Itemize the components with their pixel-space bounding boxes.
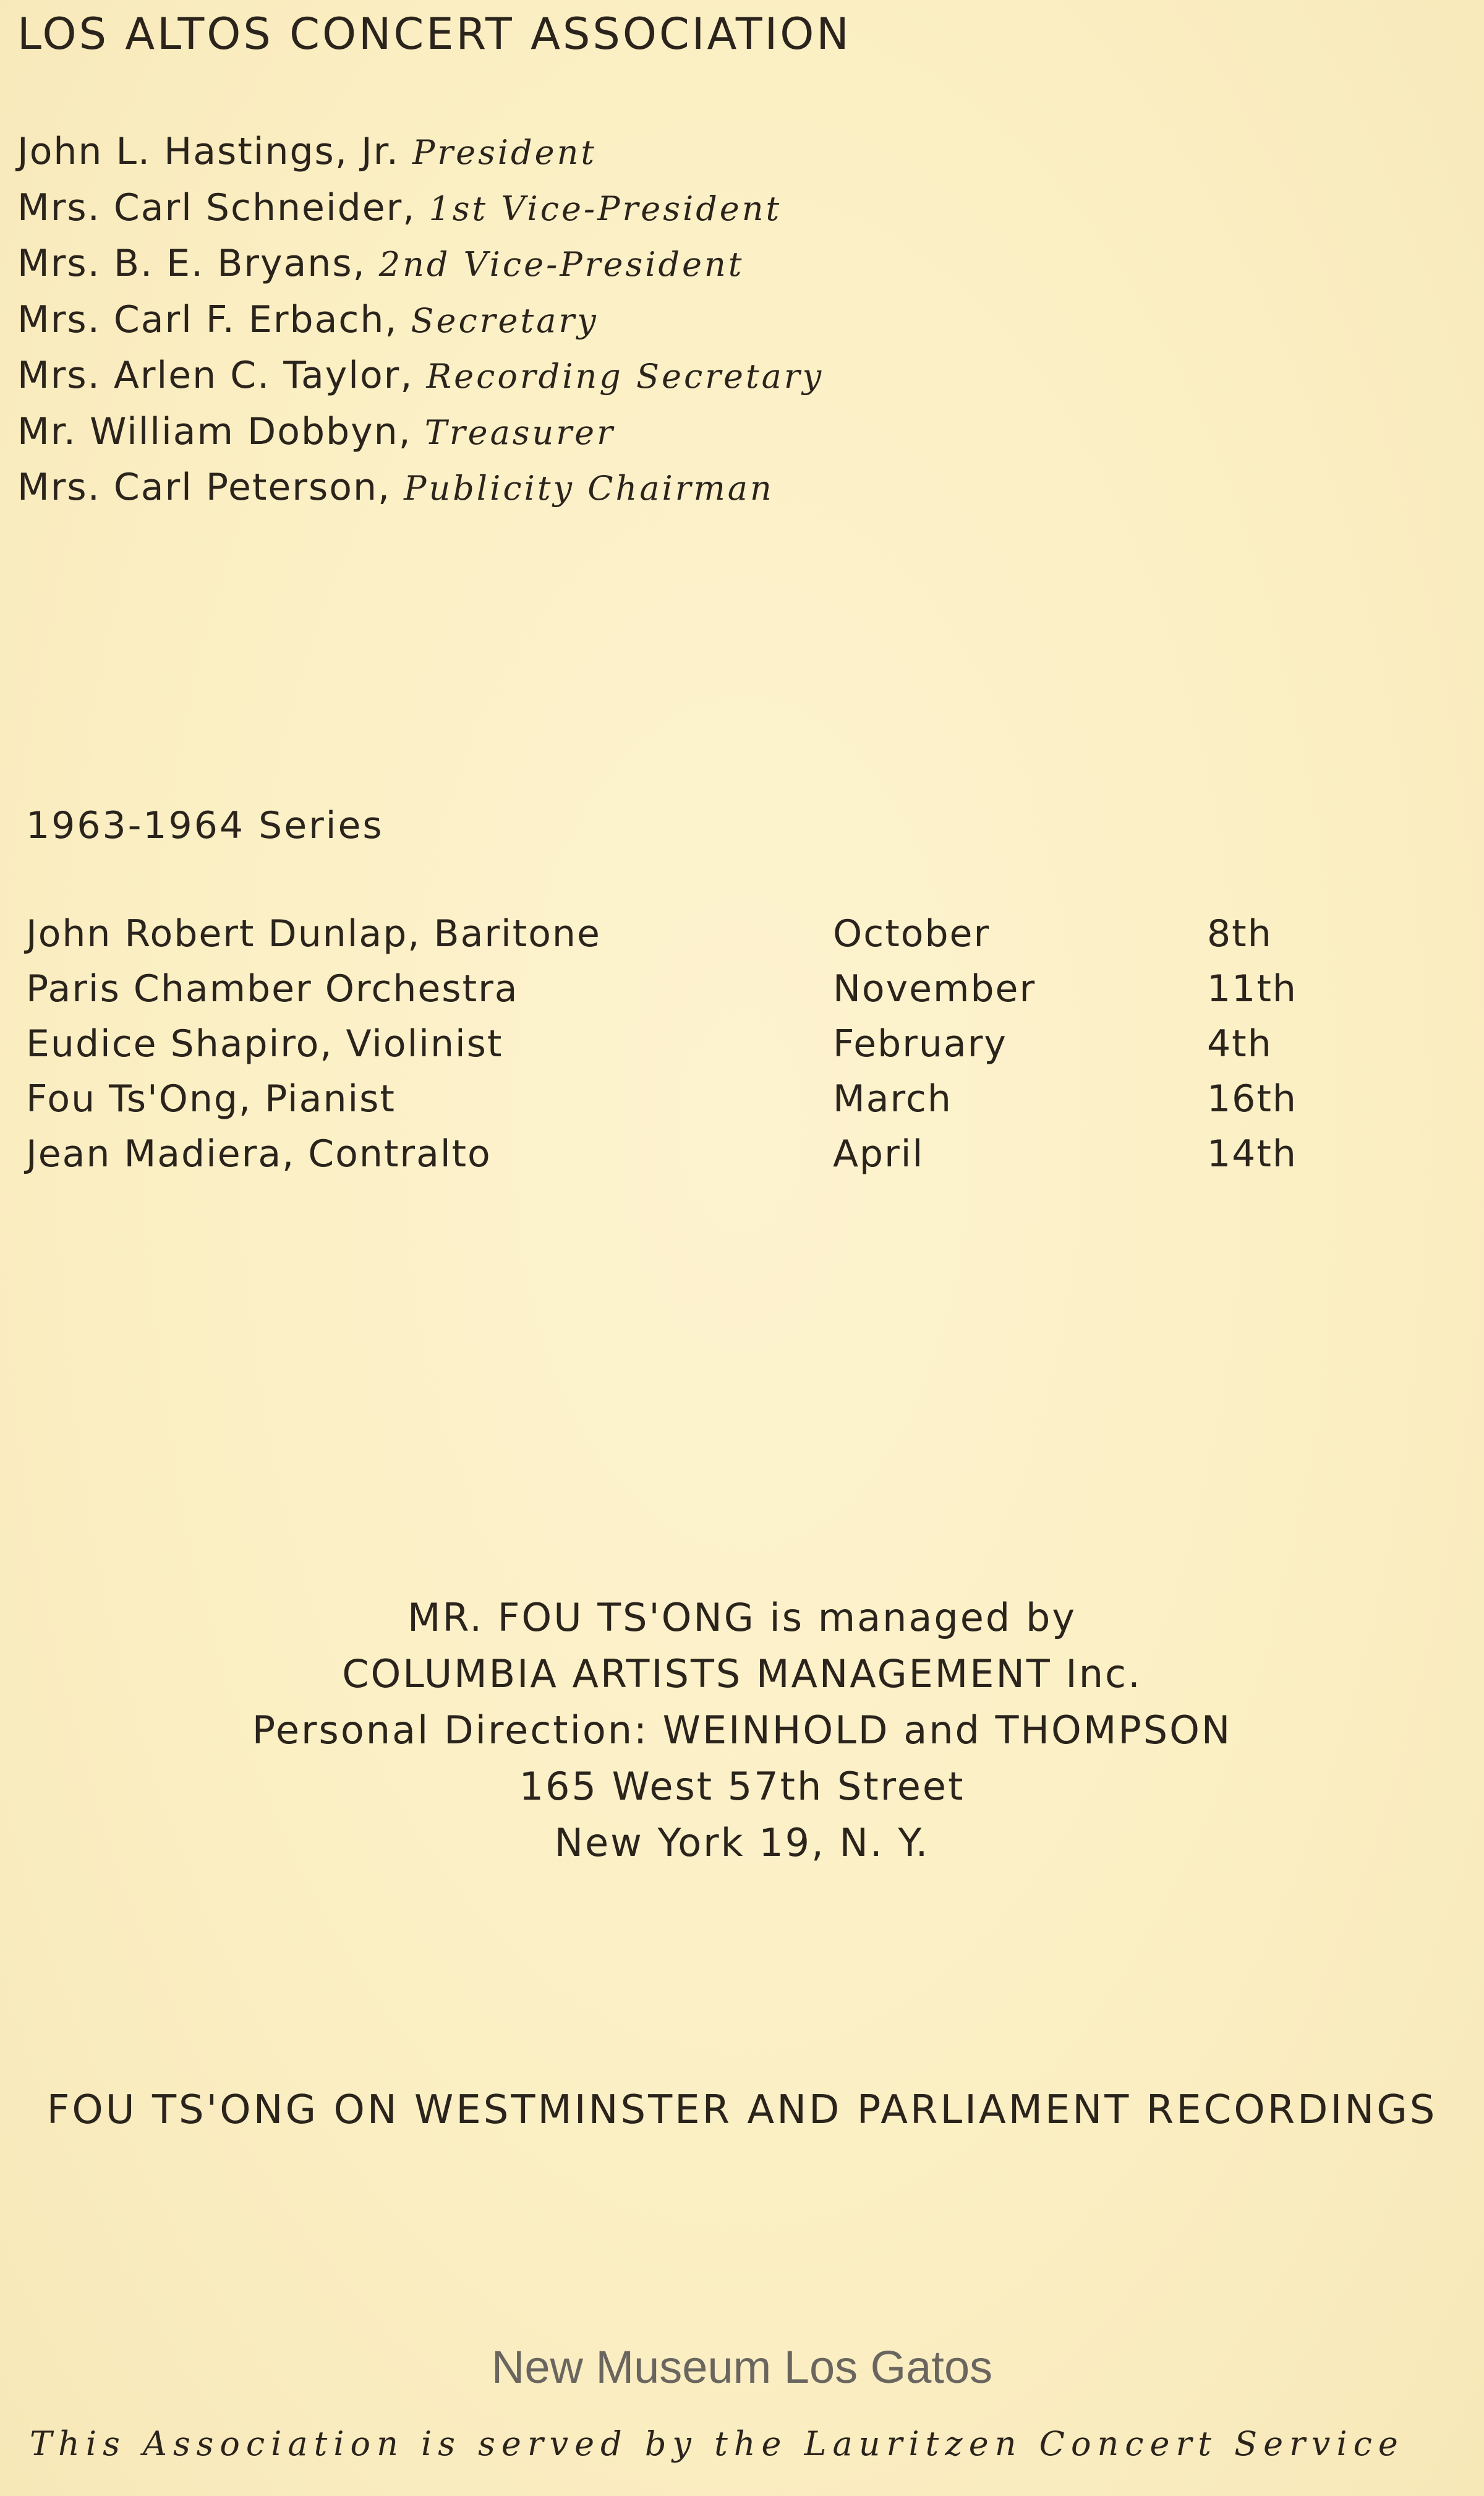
officer-row: [17, 124, 824, 180]
concert-artist: Paris Chamber Orchestra: [26, 967, 519, 1011]
officer-name: Mrs. Carl Peterson,: [17, 466, 391, 509]
concert-row: [26, 1132, 1324, 1187]
management-line: 165 West 57th Street: [519, 1764, 965, 1809]
series-heading: 1963-1964 Series: [26, 804, 384, 847]
concert-schedule: [26, 912, 1324, 1187]
concert-row: [26, 967, 1324, 1022]
officer-role: President: [412, 133, 597, 172]
concert-day: 11th: [1207, 967, 1297, 1011]
museum-watermark: New Museum Los Gatos: [491, 2341, 993, 2393]
management-line: New York 19, N. Y.: [554, 1820, 930, 1865]
officer-name: Mr. William Dobbyn,: [17, 409, 412, 453]
officers-list: [17, 124, 824, 516]
concert-day: 16th: [1207, 1077, 1297, 1121]
officer-role: 1st Vice-President: [429, 189, 782, 228]
officer-row: [17, 292, 824, 348]
footer-credit: This Association is served by the Lauritzen Concert Service: [30, 2424, 1404, 2463]
officer-role: Publicity Chairman: [404, 469, 774, 508]
concert-month: November: [833, 967, 1036, 1011]
officer-name: Mrs. Carl F. Erbach,: [17, 297, 398, 341]
concert-month: October: [833, 912, 991, 955]
officer-role: 2nd Vice-President: [378, 245, 744, 284]
bleed-through-text: [773, 37, 1484, 482]
concert-artist: Fou Ts'Ong, Pianist: [26, 1077, 396, 1121]
officer-row: [17, 348, 824, 404]
association-title: LOS ALTOS CONCERT ASSOCIATION: [17, 9, 851, 59]
concert-artist: Jean Madiera, Contralto: [26, 1132, 492, 1176]
officer-row: [17, 236, 824, 292]
concert-row: [26, 1022, 1324, 1077]
officer-role: Recording Secretary: [426, 357, 824, 396]
officer-row: [17, 180, 824, 236]
officer-name: Mrs. Arlen C. Taylor,: [17, 354, 414, 397]
officer-role: Treasurer: [424, 412, 615, 452]
management-line: MR. FOU TS'ONG is managed by: [407, 1595, 1077, 1640]
management-notice: [0, 1589, 1484, 1871]
bleed-through-text-lower: [0, 1422, 1484, 1479]
concert-row: [26, 1077, 1324, 1132]
concert-month: March: [833, 1077, 952, 1121]
management-line: Personal Direction: WEINHOLD and THOMPSON: [252, 1707, 1232, 1753]
concert-row: [26, 912, 1324, 967]
concert-day: 8th: [1207, 912, 1273, 955]
concert-month: February: [833, 1022, 1007, 1066]
concert-day: 14th: [1207, 1132, 1297, 1176]
officer-role: Secretary: [411, 301, 599, 340]
recordings-notice: FOU TS'ONG ON WESTMINSTER AND PARLIAMENT RECORDINGS: [46, 2087, 1438, 2133]
officer-row: [17, 459, 824, 516]
officer-name: John L. Hastings, Jr.: [17, 130, 399, 173]
concert-artist: Eudice Shapiro, Violinist: [26, 1022, 503, 1066]
officer-name: Mrs. Carl Schneider,: [17, 186, 416, 229]
management-line: COLUMBIA ARTISTS MANAGEMENT Inc.: [342, 1651, 1142, 1696]
concert-artist: John Robert Dunlap, Baritone: [26, 912, 601, 955]
officer-name: Mrs. B. E. Bryans,: [17, 242, 366, 285]
concert-day: 4th: [1207, 1022, 1273, 1066]
concert-month: April: [833, 1132, 924, 1176]
officer-row: [17, 404, 824, 460]
